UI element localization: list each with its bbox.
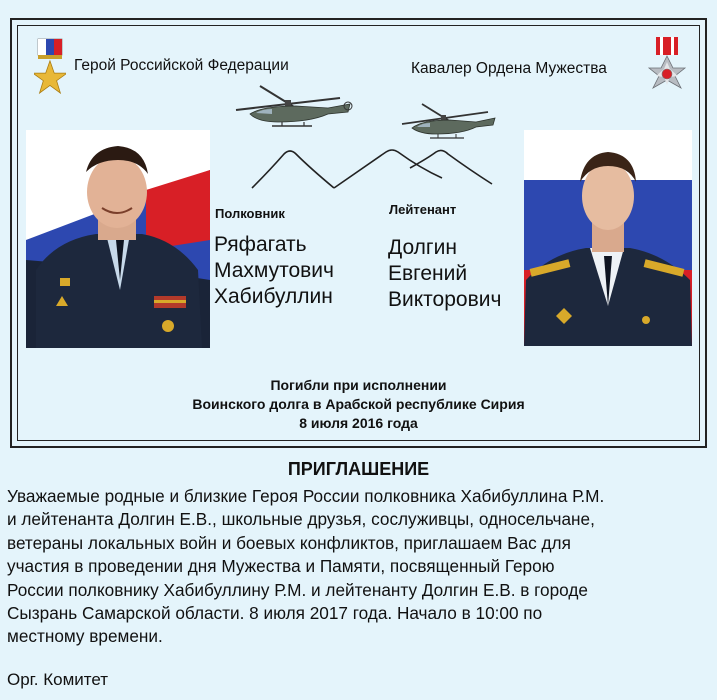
- invitation-title: ПРИГЛАШЕНИЕ: [287, 459, 430, 479]
- invitation-line: местному времени.: [7, 626, 163, 647]
- gold-star-medal-icon: [34, 37, 66, 99]
- left-full-name: [214, 232, 334, 310]
- order-of-courage-icon: [647, 36, 687, 100]
- invitation-body: [7, 485, 712, 649]
- right-name-line: Викторович: [388, 288, 502, 311]
- left-portrait: [26, 130, 210, 348]
- caption-line: Воинского долга в Арабской республике Сирия: [192, 396, 525, 412]
- left-name-line: Ряфагать: [214, 233, 307, 256]
- caption-line: Погибли при исполнении: [270, 377, 447, 393]
- invitation-line: Уважаемые родные и близкие Героя России полковника Хабибуллина Р.М.: [7, 486, 605, 506]
- helicopter-icon: [232, 82, 354, 134]
- invitation-signature: Орг. Комитет: [7, 670, 109, 689]
- invitation-line: участия в проведении дня Мужества и Памяти, посвященный Герою: [7, 556, 555, 577]
- right-portrait: [524, 130, 692, 346]
- right-award-label: Кавалер Ордена Мужества: [411, 60, 607, 77]
- right-rank: Лейтенант: [389, 202, 457, 217]
- right-full-name: [388, 235, 501, 313]
- left-name-line: Хабибуллин: [214, 285, 333, 308]
- helicopter-icon: [398, 100, 498, 144]
- memorial-caption: [130, 376, 587, 433]
- left-name-line: Махмутович: [214, 259, 334, 282]
- invitation-line: и лейтенанта Долгин Е.В., школьные друзья, сослуживцы, односельчане,: [7, 509, 595, 530]
- invitation-line: Сызрань Самарской области. 8 июля 2017 года. Начало в 10:00 по: [7, 603, 543, 624]
- right-name-line: Евгений: [388, 262, 468, 285]
- left-rank: Полковник: [215, 206, 285, 221]
- mountains-drawing: [250, 140, 496, 192]
- invitation-line: ветераны локальных войн и боевых конфликтов, приглашаем Вас для: [7, 532, 571, 553]
- left-award-label: Герой Российской Федерации: [74, 57, 289, 74]
- right-name-line: Долгин: [388, 236, 457, 259]
- invitation-line: России полковнику Хабибуллину Р.М. и лейтенанту Долгин Е.В. в городе: [7, 579, 588, 600]
- caption-line: 8 июля 2016 года: [299, 415, 418, 431]
